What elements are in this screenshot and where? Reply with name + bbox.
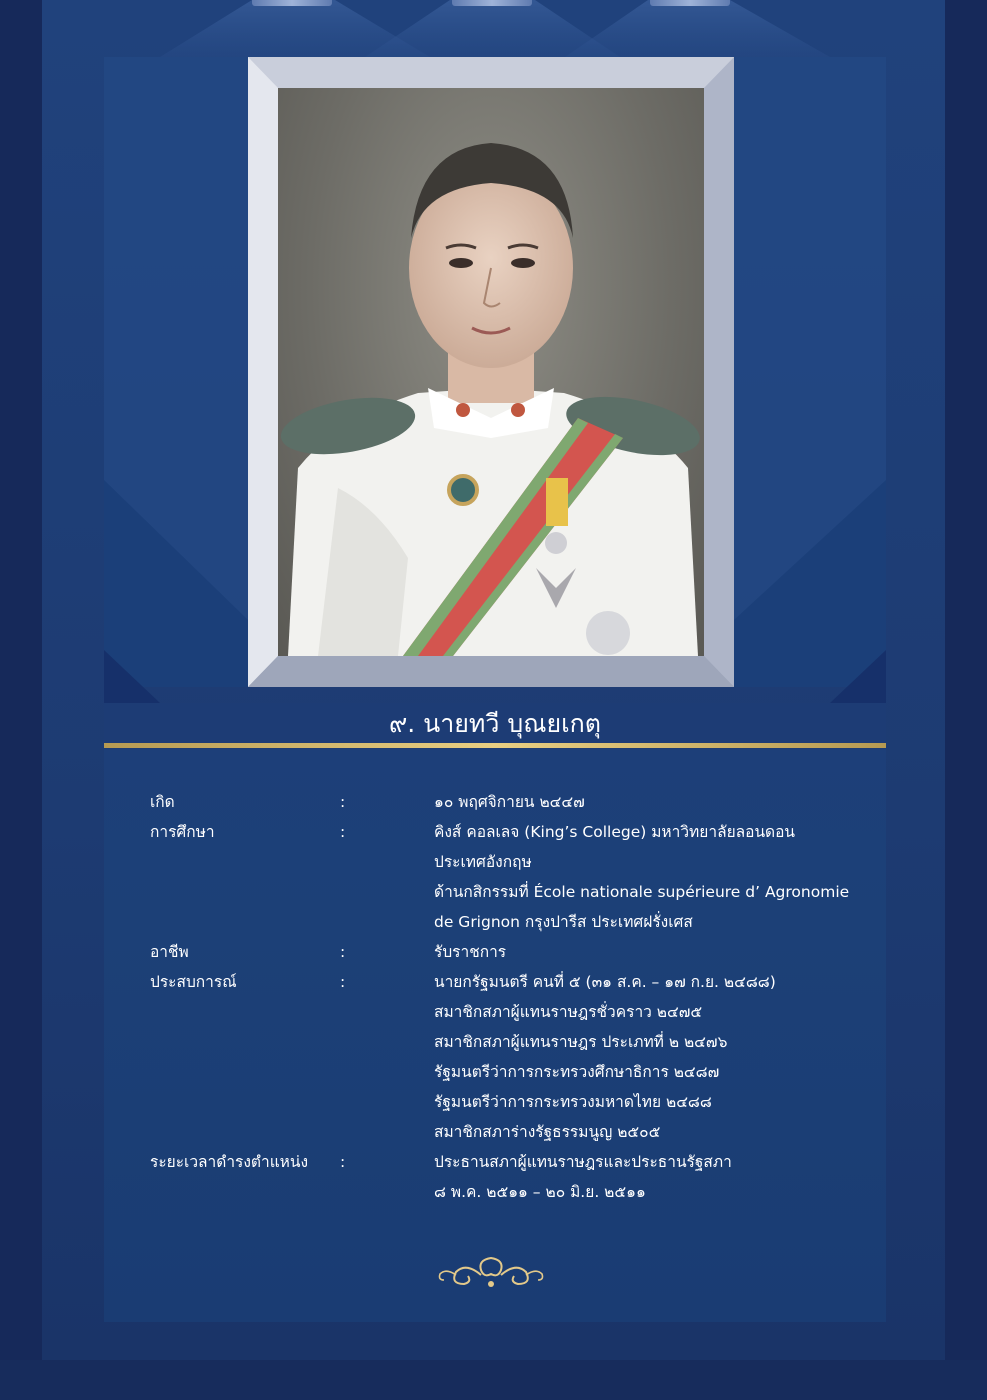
detail-value: ด้านกสิกรรมที่ École nationale supérieure d’ Agronomie [434,883,850,901]
detail-value: de Grignon กรุงปารีส ประเทศฝรั่งเศส [434,913,693,931]
page-title: ๙. นายทวี บุณยเกตุ [388,709,602,738]
detail-row-occupation [104,937,886,967]
detail-label: การศึกษา [150,823,215,841]
detail-colon: : [340,973,346,991]
detail-value: รัฐมนตรีว่าการกระทรวงมหาดไทย ๒๔๘๘ [434,1093,712,1111]
detail-colon: : [340,823,346,841]
spotlight-center [452,0,532,6]
detail-colon: : [340,943,346,961]
detail-label: เกิด [150,793,175,811]
detail-row-term [104,1147,886,1177]
detail-value: ประเทศอังกฤษ [434,853,532,871]
detail-value: นายกรัฐมนตรี คนที่ ๕ (๓๑ ส.ค. – ๑๗ ก.ย. ๒๔๘๘) [434,973,776,991]
detail-value: คิงส์ คอลเลจ (King’s College) มหาวิทยาลัยลอนดอน [434,823,796,841]
portrait-image [278,88,704,656]
detail-colon: : [340,793,346,811]
detail-row-experience-cont [104,1057,886,1087]
detail-row-experience-cont [104,1087,886,1117]
detail-row-birth [104,787,886,817]
detail-value: สมาชิกสภาผู้แทนราษฎรชั่วคราว ๒๔๗๕ [434,1003,703,1021]
detail-value: สมาชิกสภาผู้แทนราษฎร ประเภทที่ ๒ ๒๔๗๖ [434,1033,728,1051]
detail-value: รัฐมนตรีว่าการกระทรวงศึกษาธิการ ๒๔๘๗ [434,1063,720,1081]
detail-row-experience-cont [104,997,886,1027]
decorative-ornament [386,1250,596,1300]
spotlight-right [650,0,730,6]
detail-row-experience [104,967,886,997]
portrait-illustration [278,88,704,656]
detail-value: ๘ พ.ค. ๒๕๑๑ – ๒๐ มิ.ย. ๒๕๑๑ [434,1183,646,1201]
detail-row-education [104,817,886,847]
detail-row-term-cont [104,1177,886,1207]
spotlight-beam-right [565,0,830,57]
detail-value: ประธานสภาผู้แทนราษฎรและประธานรัฐสภา [434,1153,732,1171]
detail-label: ระยะเวลาดำรงตำแหน่ง [150,1153,309,1171]
detail-colon: : [340,1153,346,1171]
detail-row-education-cont [104,877,886,907]
spotlight-left [252,0,332,6]
detail-row-education-cont [104,907,886,937]
detail-value: สมาชิกสภาร่างรัฐธรรมนูญ ๒๕๐๕ [434,1123,661,1141]
detail-value: ๑๐ พฤศจิกายน ๒๔๔๗ [434,793,585,811]
detail-value: รับราชการ [434,943,507,961]
bottom-border [0,1360,987,1400]
detail-label: ประสบการณ์ [150,973,237,991]
detail-row-education-cont [104,847,886,877]
title-underline [104,743,886,748]
detail-row-experience-cont [104,1117,886,1147]
detail-row-experience-cont [104,1027,886,1057]
detail-label: อาชีพ [150,943,189,961]
